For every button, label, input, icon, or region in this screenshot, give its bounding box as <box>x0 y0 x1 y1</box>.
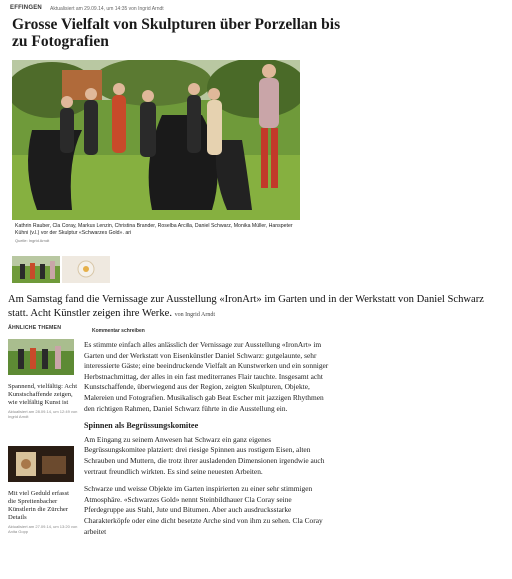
thumbnail-1[interactable] <box>12 256 60 283</box>
related-topics-title: ÄHNLICHE THEMEN <box>8 325 62 331</box>
article-lead <box>8 293 500 322</box>
body-paragraph: Am Eingang zu seinem Anwesen hat Schwarz ein ganz eigenes Begrüssungskomitee platziert: drei riesige Spinnen aus rostigem Eisen, alten Schrauben und Muttern, die trotz ihrer ausladenden Dimensionen irgendwie auch vertraut freundlich wirkten. Es sind seine neuesten Arbeiten. <box>84 434 325 476</box>
related-item-date: Aktualisiert am 27.09.14, um 13:20 von Anita Gopp <box>8 524 78 534</box>
update-meta: Aktualisiert am 29.09.14, um 14:35 von Ingrid Arndt <box>50 6 164 12</box>
byline[interactable]: von Ingrid Arndt <box>174 312 215 318</box>
related-item-date: Aktualisiert am 28.09.14, um 12:49 von Ingrid Arndt <box>8 409 78 419</box>
photo-caption: Kathrin Rauber, Cla Coray, Markus Lenzin, Christina Brander, Roselba Arcilla, Daniel Schwarz, Monika Müller, Hanspeter Kühni (v.l.) vor der Skulptur «Schwarzes Gold». ari <box>15 223 293 236</box>
headline: Grosse Vielfalt von Skulpturen über Porzellan bis zu Fotografien <box>12 16 341 50</box>
write-comment-link[interactable]: Kommentar schreiben <box>92 328 145 334</box>
related-topics-sidebar <box>8 325 78 534</box>
related-item-image[interactable] <box>8 339 74 375</box>
hero-photo[interactable] <box>12 60 300 220</box>
group-photo-image <box>12 60 300 220</box>
related-item[interactable] <box>8 446 78 534</box>
section-label[interactable]: EFFINGEN <box>10 5 42 11</box>
body-subheading: Spinnen als Begrüssungskomitee <box>84 421 199 431</box>
thumbnail-2[interactable] <box>62 256 110 283</box>
article-body <box>84 340 329 544</box>
photo-credit: Quelle: Ingrid Arndt <box>15 238 50 243</box>
lead-text: Am Samstag fand die Vernissage zur Ausstellung «IronArt» im Garten und in der Werkstatt von Daniel Schwarz statt. Acht Künstler zeigen ihre Werke. <box>8 294 484 319</box>
related-item-text[interactable]: Spannend, vielfältig: Acht Kunstschaffende zeigen, wie vielfältig Kunst ist <box>8 383 78 406</box>
photo-thumbnails <box>12 256 110 283</box>
body-paragraph: Schwarze und weisse Objekte im Garten inspirierten zu einer sehr stimmigen Atmosphäre. «Schwarzes Gold» nennt Steinbildhauer Cla Coray seine Pferdegruppe aus Stahl, Jute und Bitumen. Aber auch ausdrucksstarke Charakterköpfe oder eine dicht besetzte Arche sind von ihm zu sehen. Cla Coray arbeitet <box>84 484 323 536</box>
article-header <box>10 4 500 16</box>
related-item-image[interactable] <box>8 446 74 482</box>
related-item-text[interactable]: Mit viel Geduld erfasst die Spreitenbacher Künstlerin die Zürcher Details <box>8 490 69 521</box>
body-paragraph: Es stimmte einfach alles anlässlich der Vernissage zur Ausstellung «IronArt» im Garten und der Werkstatt von Eisenkünstler Daniel Schwarz: gutgelaunte, sehr interessierte Gäste; eine beeindruckende Vielfalt an Kunstwerken und ein sonniger Herbstnachmittag, der alles in ein fast mediterranes Flair tauchte. Insgesamt acht Kunstschaffende, überwiegend aus der Region, zeigten Skulpturen, Objekte, Malereien und Fotografien. Musikalisch gab Beat Escher mit jazzigen Rhythmen den richtigen Rahmen, Daniel Schwarz führte in die Ausstellung ein. <box>84 340 329 413</box>
related-item[interactable] <box>8 339 78 419</box>
